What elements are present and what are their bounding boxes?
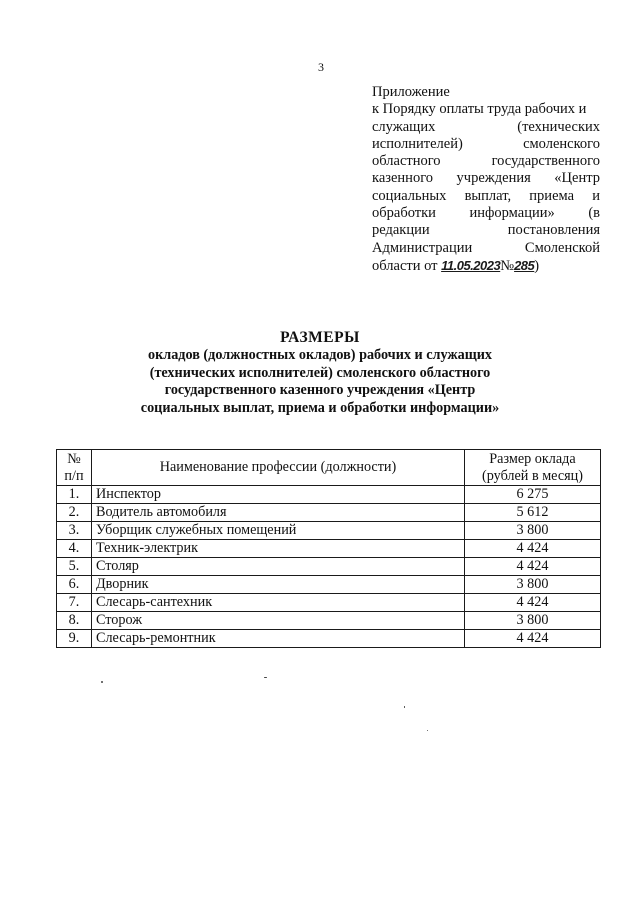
scan-speck	[427, 730, 428, 731]
appendix-line: социальных выплат, приема и	[372, 187, 600, 204]
row-num: 8.	[57, 612, 92, 630]
appendix-line: исполнителей) смоленского	[372, 135, 600, 152]
row-salary: 3 800	[465, 576, 601, 594]
appendix-block	[372, 84, 600, 275]
row-name: Уборщик служебных помещений	[92, 522, 465, 540]
row-salary: 4 424	[465, 630, 601, 648]
appendix-line: обработки информации» (в	[372, 205, 600, 222]
row-name: Слесарь-сантехник	[92, 594, 465, 612]
table-header-row	[57, 450, 601, 486]
row-salary: 4 424	[465, 540, 601, 558]
subtitle-line: социальных выплат, приема и обработки информации»	[140, 399, 500, 416]
scan-speck	[264, 677, 267, 678]
document-title: РАЗМЕРЫ	[280, 329, 360, 346]
appendix-line: к Порядку оплаты труда рабочих и	[372, 101, 587, 118]
document-subtitle	[120, 347, 520, 417]
table-row	[57, 522, 601, 540]
salary-table	[56, 449, 601, 648]
table-row	[57, 576, 601, 594]
row-salary: 4 424	[465, 594, 601, 612]
row-salary: 5 612	[465, 504, 601, 522]
row-name: Водитель автомобиля	[92, 504, 465, 522]
row-num: 9.	[57, 630, 92, 648]
header-salary: Размер оклада (рублей в месяц)	[465, 450, 601, 486]
handwritten-number: 285	[514, 257, 535, 273]
appendix-line: казенного учреждения «Центр	[372, 170, 600, 187]
appendix-line: Приложение	[372, 84, 450, 100]
appendix-line: областного государственного	[372, 153, 600, 170]
row-num: 5.	[57, 558, 92, 576]
number-sign: №	[500, 257, 515, 274]
table-row	[57, 486, 601, 504]
scan-speck	[101, 681, 103, 683]
row-num: 7.	[57, 594, 92, 612]
table-row	[57, 504, 601, 522]
row-num: 1.	[57, 486, 92, 504]
header-num: № п/п	[57, 450, 92, 486]
table-row	[57, 594, 601, 612]
row-num: 2.	[57, 504, 92, 522]
table-row	[57, 540, 601, 558]
handwritten-date: 11.05.2023	[441, 257, 501, 273]
scan-speck	[404, 706, 405, 708]
page-number: 3	[318, 60, 324, 74]
row-name: Техник-электрик	[92, 540, 465, 558]
appendix-line: редакции постановления	[372, 222, 600, 239]
subtitle-line: окладов (должностных окладов) рабочих и служащих	[147, 347, 493, 363]
row-name: Слесарь-ремонтник	[92, 630, 465, 648]
table-row	[57, 630, 601, 648]
row-name: Дворник	[92, 576, 465, 594]
row-num: 6.	[57, 576, 92, 594]
row-name: Инспектор	[92, 486, 465, 504]
row-salary: 6 275	[465, 486, 601, 504]
row-name: Сторож	[92, 612, 465, 630]
appendix-last-line	[372, 257, 600, 275]
row-num: 3.	[57, 522, 92, 540]
appendix-date-prefix: области от	[372, 257, 438, 274]
appendix-line: служащих (технических	[372, 118, 600, 135]
subtitle-line: государственного казенного учреждения «Центр	[164, 382, 476, 399]
table-row	[57, 558, 601, 576]
subtitle-line: (технических исполнителей) смоленского областного	[149, 364, 491, 381]
header-name: Наименование профессии (должности)	[92, 450, 465, 486]
table-row	[57, 612, 601, 630]
row-salary: 3 800	[465, 612, 601, 630]
appendix-line: Администрации Смоленской	[372, 239, 600, 256]
closing-paren: )	[534, 257, 540, 274]
row-salary: 4 424	[465, 558, 601, 576]
row-salary: 3 800	[465, 522, 601, 540]
row-name: Столяр	[92, 558, 465, 576]
row-num: 4.	[57, 540, 92, 558]
